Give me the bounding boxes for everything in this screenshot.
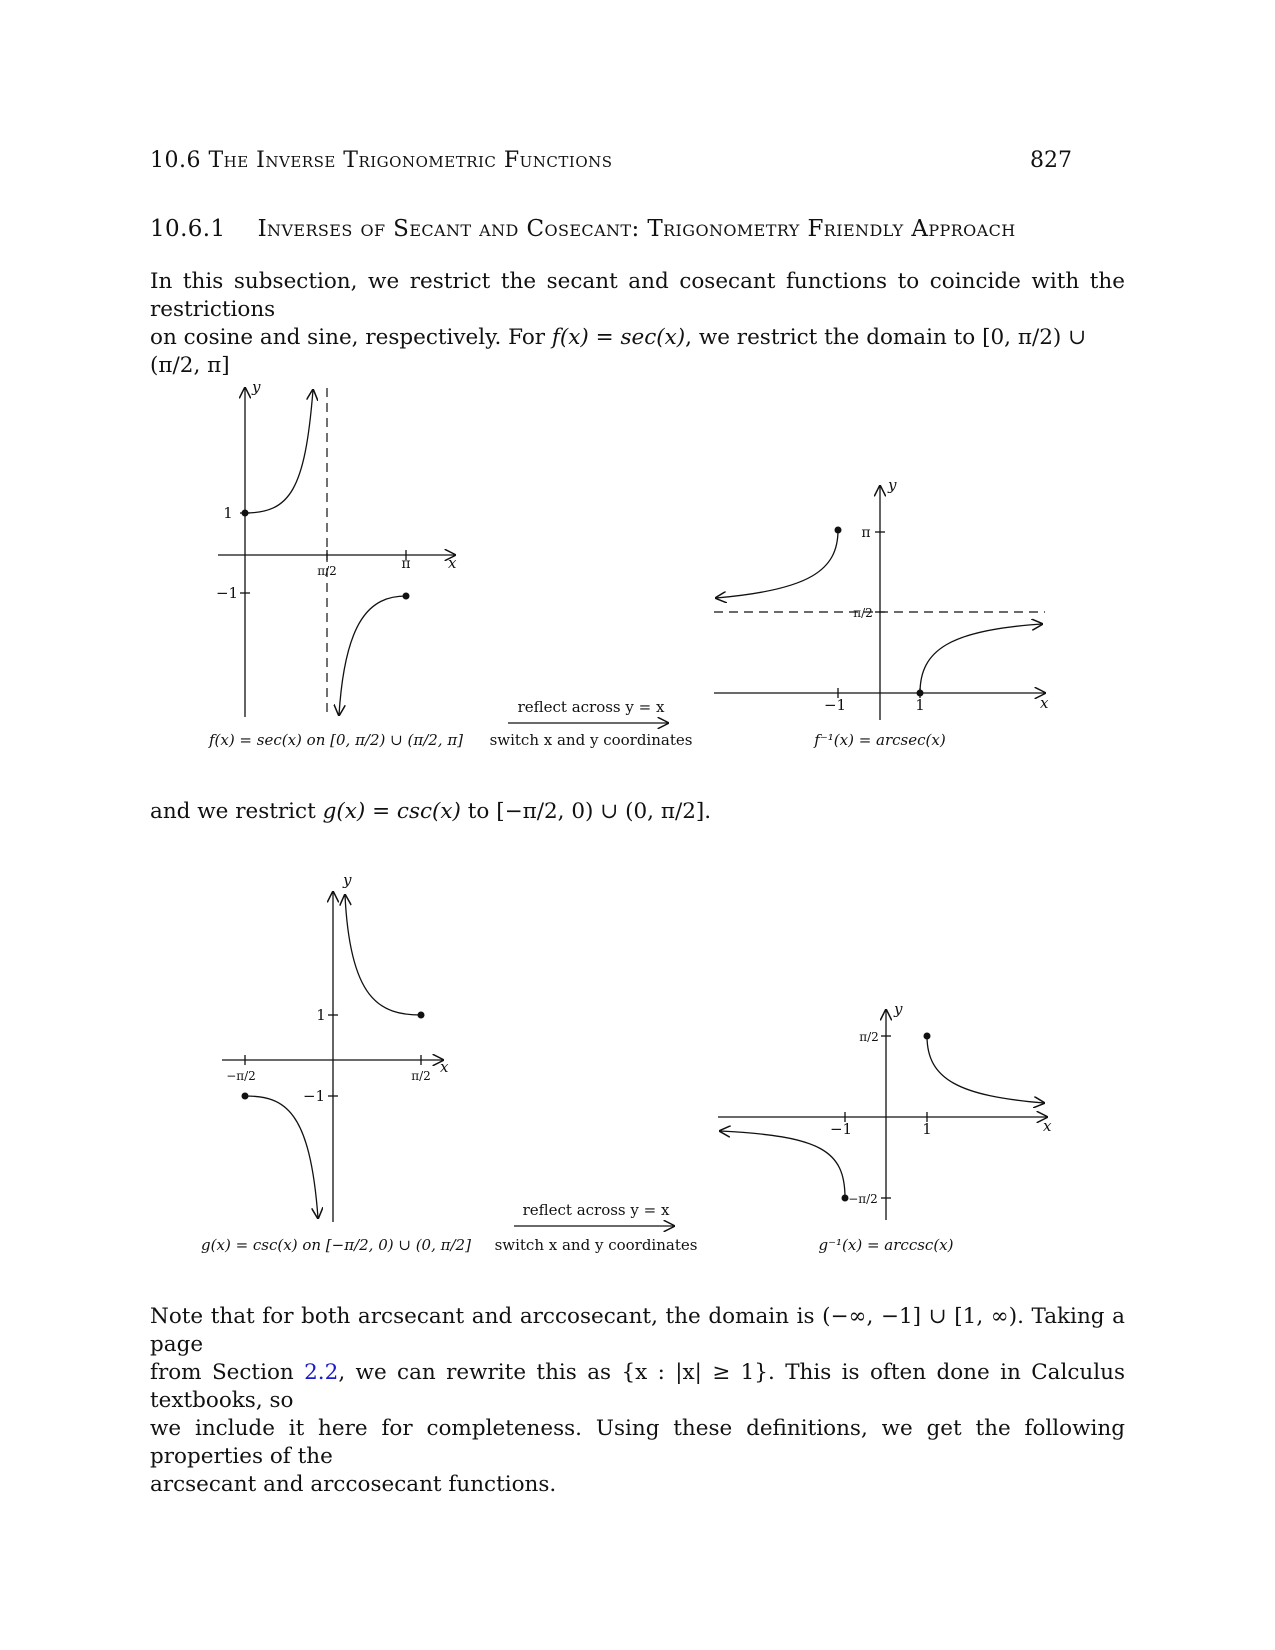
sec-y-label: y xyxy=(252,378,261,396)
arcsec-y-label: y xyxy=(888,476,897,494)
set-builder: {x : |x| ≥ 1}. xyxy=(621,1360,775,1385)
sec-caption: f(x) = sec(x) on [0, π/2) ∪ (π/2, π] xyxy=(208,731,464,749)
section-title: Inverses of Secant and Cosecant: Trigonometry Friendly Approach xyxy=(257,216,1016,242)
arcsec-endpoint-neg1 xyxy=(835,527,842,534)
csc-domain: [−π/2, 0) ∪ (0, π/2]. xyxy=(496,799,712,824)
intro-line-2: on cosine and sine, respectively. For f(x) = sec(x), we restrict the domain to [0, π/2) ∪ (π/2, π] xyxy=(150,325,1087,378)
csc-y-label: y xyxy=(343,871,352,889)
sec-endpoint-pi xyxy=(403,593,410,600)
f-definition: f(x) = sec(x) xyxy=(551,325,686,350)
arcsec-branch-left xyxy=(716,530,838,598)
csc-x-label: x xyxy=(440,1058,449,1076)
sec-branch-lower xyxy=(339,596,406,715)
note-line-4: arcsecant and arccosecant functions. xyxy=(150,1472,557,1497)
domain-union: (−∞, −1] ∪ [1, ∞). xyxy=(822,1304,1024,1329)
csc-branch-right xyxy=(345,895,421,1015)
arcsec-tick-neg1: −1 xyxy=(823,696,847,714)
arcsec-tick-pi-half: π/2 xyxy=(853,606,873,620)
arccsc-endpoint-neg1 xyxy=(842,1195,849,1202)
csc-graph xyxy=(222,871,449,1222)
csc-tick-pi-half: π/2 xyxy=(411,1069,431,1083)
sec-tick-1: 1 xyxy=(223,504,233,522)
arccsc-tick-neg-pi-half: −π/2 xyxy=(848,1192,878,1206)
note-paragraph xyxy=(150,1303,1125,1499)
reflect-label-1: reflect across y = x xyxy=(517,698,665,716)
sec-tick-pi: π xyxy=(401,556,411,572)
sec-endpoint-0 xyxy=(242,510,249,517)
g-definition: g(x) = csc(x) xyxy=(322,799,461,824)
reflect-label-2: reflect across y = x xyxy=(522,1201,670,1219)
note-line-3: we include it here for completeness. Using these definitions, we get the following properties of the xyxy=(150,1416,1125,1469)
sec-domain: [0, π/2) ∪ (π/2, π] xyxy=(150,325,1087,378)
csc-restriction-paragraph: and we restrict g(x) = csc(x) to [−π/2, 0) ∪ (0, π/2]. xyxy=(150,799,712,824)
sec-branch-upper xyxy=(245,390,313,513)
csc-caption: g(x) = csc(x) on [−π/2, 0) ∪ (0, π/2] xyxy=(201,1236,471,1254)
arcsec-tick-1: 1 xyxy=(915,696,925,714)
csc-endpoint-pi-half xyxy=(418,1012,425,1019)
arccsc-branch-left xyxy=(720,1131,845,1198)
arcsec-x-label: x xyxy=(1040,694,1049,712)
section-number: 10.6.1 xyxy=(150,216,226,242)
arccsc-x-label: x xyxy=(1043,1117,1052,1135)
arccsc-caption: g⁻¹(x) = arccsc(x) xyxy=(818,1236,954,1254)
switch-label-2: switch x and y coordinates xyxy=(494,1236,698,1254)
section-2-2-link[interactable]: 2.2 xyxy=(304,1360,339,1385)
csc-tick-neg1: −1 xyxy=(302,1087,326,1105)
csc-endpoint-neg-pi-half xyxy=(242,1093,249,1100)
intro-line-1: In this subsection, we restrict the secant and cosecant functions to coincide with the restrictions xyxy=(150,269,1125,322)
arcsec-endpoint-1 xyxy=(917,690,924,697)
arccsc-graph xyxy=(718,1000,1052,1220)
sec-graph xyxy=(216,378,457,717)
arcsec-caption: f⁻¹(x) = arcsec(x) xyxy=(814,731,946,749)
arccsc-tick-pi-half: π/2 xyxy=(859,1030,879,1044)
arccsc-branch-right xyxy=(927,1036,1044,1103)
note-line-1: Note that for both arcsecant and arccosecant, the domain is (−∞, −1] ∪ [1, ∞). Taking a page xyxy=(150,1304,1125,1357)
arcsec-tick-pi: π xyxy=(861,525,871,541)
switch-label-1: switch x and y coordinates xyxy=(489,731,693,749)
arcsec-graph xyxy=(714,476,1049,720)
page-number: 827 xyxy=(1030,148,1072,173)
arccsc-endpoint-1 xyxy=(924,1033,931,1040)
sec-tick-pi-half: π/2 xyxy=(317,564,337,578)
csc-branch-left xyxy=(245,1096,318,1218)
arccsc-tick-neg1: −1 xyxy=(829,1120,853,1138)
note-line-2: from Section 2.2, we can rewrite this as {x : |x| ≥ 1}. This is often done in Calculus textbooks, so xyxy=(150,1360,1125,1413)
csc-tick-neg-pi-half: −π/2 xyxy=(226,1069,256,1083)
running-title: 10.6 The Inverse Trigonometric Functions xyxy=(150,148,613,173)
csc-tick-1: 1 xyxy=(316,1006,326,1024)
sec-x-label: x xyxy=(448,554,457,572)
arcsec-branch-right xyxy=(920,624,1042,693)
arccsc-y-label: y xyxy=(894,1000,903,1018)
sec-tick-neg1: −1 xyxy=(215,584,239,602)
arccsc-tick-1: 1 xyxy=(922,1120,932,1138)
